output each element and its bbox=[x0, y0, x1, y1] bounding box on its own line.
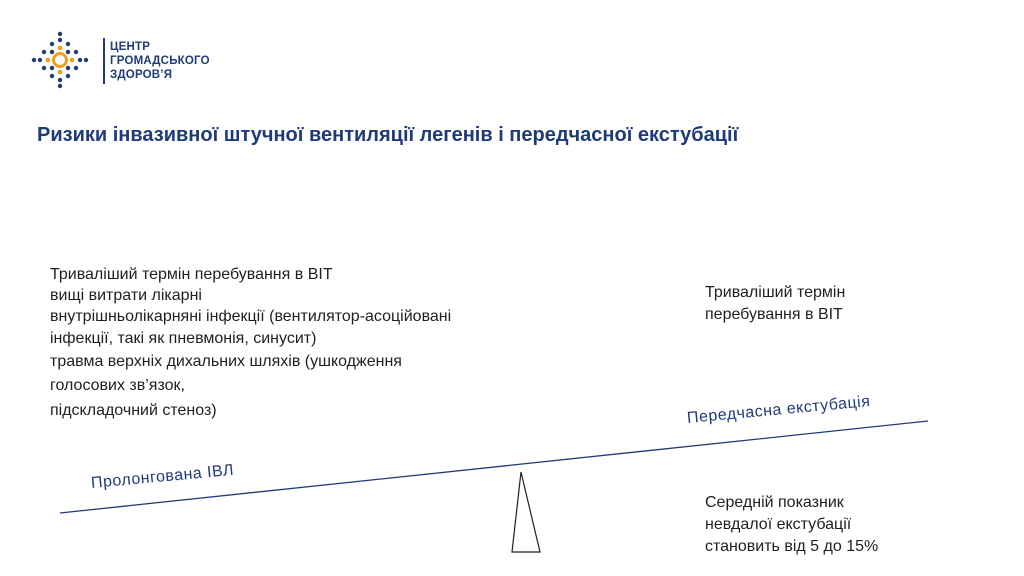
list-item: вищі витрати лікарні bbox=[50, 287, 202, 304]
list-item: внутрішньолікарняні інфекції (вентилятор-асоційовані bbox=[50, 308, 452, 325]
page-title: Ризики інвазивної штучної вентиляції легенів і передчасної екстубації bbox=[37, 124, 739, 146]
list-item: травма верхніх дихальних шляхів (ушкодження bbox=[50, 353, 402, 370]
text-line: невдалої екстубації bbox=[705, 516, 852, 533]
list-item: підскладочний стеноз) bbox=[50, 402, 217, 419]
scale-left-label: Пролонгована ІВЛ bbox=[90, 461, 235, 493]
scale-fulcrum bbox=[512, 472, 540, 552]
list-item: голосових зв’язок, bbox=[50, 377, 185, 394]
list-item: інфекції, такі як пневмонія, синусит) bbox=[50, 330, 317, 347]
text-line: Середній показник bbox=[705, 494, 844, 511]
text-line: Триваліший термін bbox=[705, 284, 846, 301]
scale-right-label: Передчасна екстубація bbox=[686, 393, 872, 428]
list-item: Триваліший термін перебування в ВІТ bbox=[50, 266, 333, 283]
text-line: становить від 5 до 15% bbox=[705, 538, 879, 555]
text-line: перебування в ВІТ bbox=[705, 306, 843, 323]
logo-line: ГРОМАДСЬКОГО bbox=[110, 55, 210, 67]
logo-line: ЗДОРОВ’Я bbox=[110, 69, 173, 81]
logo-line: ЦЕНТР bbox=[110, 41, 151, 53]
